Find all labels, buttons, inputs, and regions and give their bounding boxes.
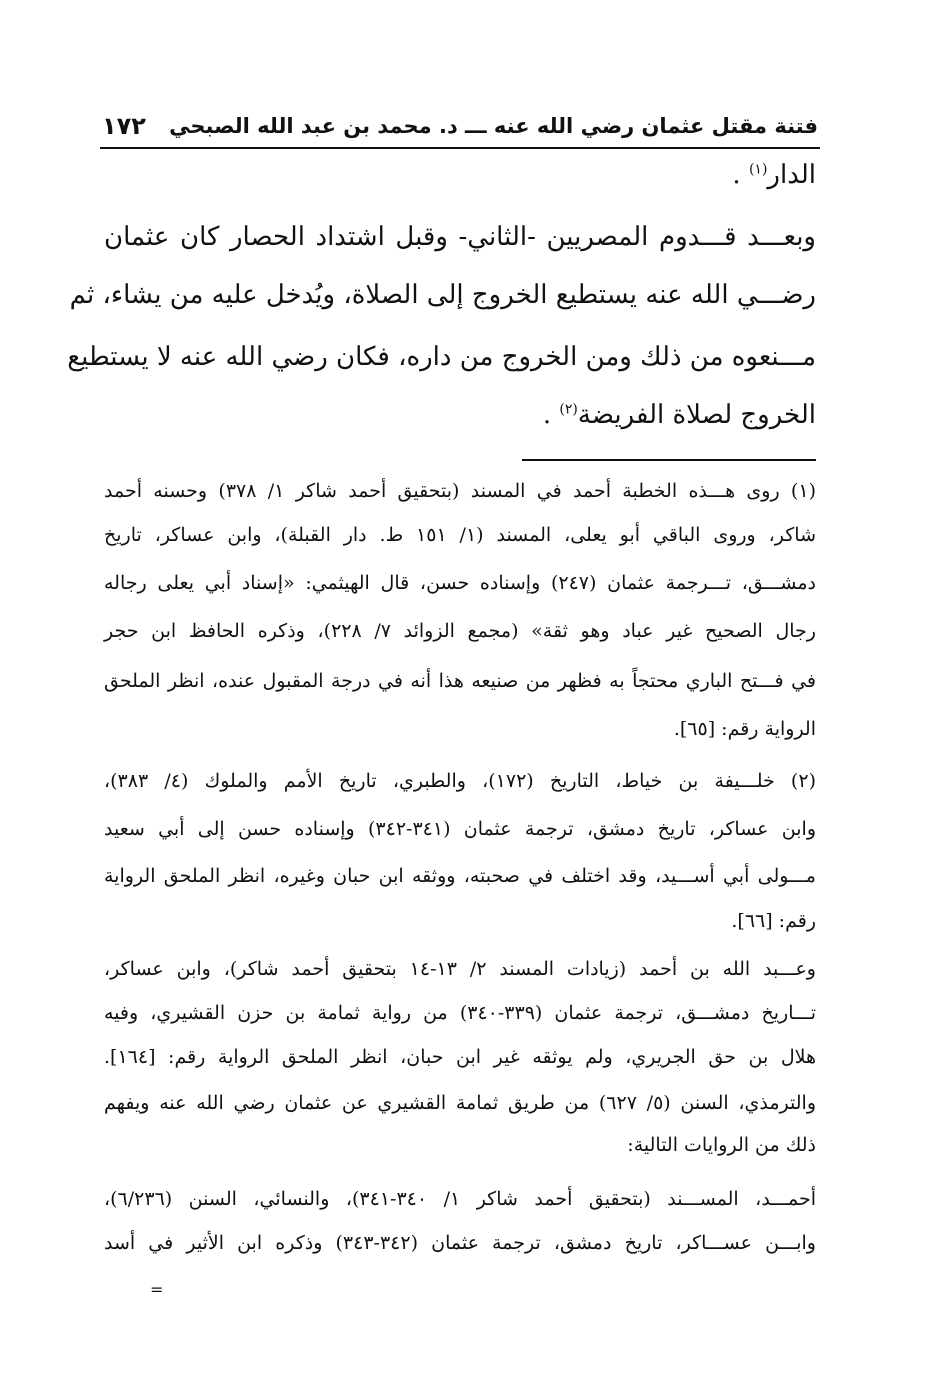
footnote-line-4: في فـــتح الباري محتجاً به فظهر من صنيعه هذا أنه في درجة المقبول عنده، انظر الملحق (104, 670, 816, 692)
footnote-line-9: رقم: [٦٦]. (731, 910, 816, 932)
main-line-0 (732, 160, 816, 190)
footnote-line-10: وعـــبد الله بن أحمد (زيادات المسند ٢/ ١٣-١٤ بتحقيق أحمد شاكر)، وابن عساكر، (104, 958, 816, 980)
footnote-line-8: مـــولى أبي أســـيد، وقد اختلف في صحبته، ووثقه ابن حبان وغيره، انظر الملحق الرواية (104, 865, 816, 887)
footnote-line-0: (١) روى هـــذه الخطبة أحمد في المسند (بتحقيق أحمد شاكر ١/ ٣٧٨) وحسنه أحمد (104, 480, 816, 502)
running-header (102, 110, 818, 150)
footnote-line-7: وابن عساكر، تاريخ دمشق، ترجمة عثمان (٣٤١-٣٤٢) وإسناده حسن إلى أبي سعيد (104, 818, 816, 840)
main-text (67, 160, 816, 450)
header-rule (100, 147, 820, 149)
page-number: ١٧٢ (102, 112, 146, 140)
main-line-4 (543, 400, 816, 430)
footnote-ref-1: (١) (748, 161, 768, 178)
footnote-line-11: تـــاريخ دمشـــق، ترجمة عثمان (٣٣٩-٣٤٠) من رواية ثمامة بن حزن القشيري، وفيه (104, 1002, 816, 1024)
main-line-1: وبعـــد قـــدوم المصريين -الثاني- وقبل اشتداد الحصار كان عثمان (104, 222, 816, 252)
footnotes (104, 480, 816, 1280)
footnote-line-5: الرواية رقم: [٦٥]. (673, 718, 816, 740)
footnote-line-2: دمشـــق، تـــرجمة عثمان (٢٤٧) وإسناده حسن، قال الهيثمي: «إسناد أبي يعلى رجاله (104, 572, 816, 594)
main-line-4-end: . (542, 400, 552, 430)
footnote-ref-2: (٢) (559, 401, 578, 418)
main-line-3: مـــنعوه من ذلك ومن الخروج من داره، فكان رضي الله عنه لا يستطيع (67, 342, 816, 372)
footnote-line-16: وابـــن عســـاكر، تاريخ دمشق، ترجمة عثمان (٣٤٢-٣٤٣) وذكره ابن الأثير في أسد (104, 1232, 816, 1254)
main-line-0-end: . (732, 160, 741, 190)
footnote-line-15: أحمـــد، المســـند (بتحقيق أحمد شاكر ١/ ٣٤٠-٣٤١)، والنسائي، السنن (٦/٢٣٦)، (104, 1188, 816, 1210)
header-title: فتنة مقتل عثمان رضي الله عنه ـــ د. محمد بن عبد الله الصبحي (169, 114, 818, 138)
footnote-line-3: رجال الصحيح غير عباد وهو ثقة» (مجمع الزوائد ٧/ ٢٢٨)، وذكره الحافظ ابن حجر (104, 620, 816, 642)
footnote-line-14: ذلك من الروايات التالية: (627, 1134, 816, 1156)
footnote-line-1: شاكر، وروى الباقي أبو يعلى، المسند (١/ ١٥١ ط. دار القبلة)، وابن عساكر، تاريخ (104, 524, 816, 546)
footnote-line-6: (٢) خلـــيفة بن خياط، التاريخ (١٧٢)، والطبري، تاريخ الأمم والملوك (٤/ ٣٨٣)، (104, 770, 816, 792)
continuation-mark: = (150, 1280, 164, 1299)
main-line-4-text: الخروج لصلاة الفريضة (577, 400, 816, 430)
main-line-2: رضـــي الله عنه يستطيع الخروج إلى الصلاة، ويُدخل عليه من يشاء، ثم (69, 280, 816, 310)
footnote-separator (522, 459, 816, 461)
footnote-line-12: هلال بن حق الجريري، ولم يوثقه غير ابن حبان، انظر الملحق الرواية رقم: [١٦٤]. (104, 1046, 816, 1068)
main-line-0-text: الدار (767, 160, 816, 190)
footnote-line-13: والترمذي، السنن (٥/ ٦٢٧) من طريق ثمامة القشيري عن عثمان رضي الله عنه ويفهم (104, 1092, 816, 1114)
